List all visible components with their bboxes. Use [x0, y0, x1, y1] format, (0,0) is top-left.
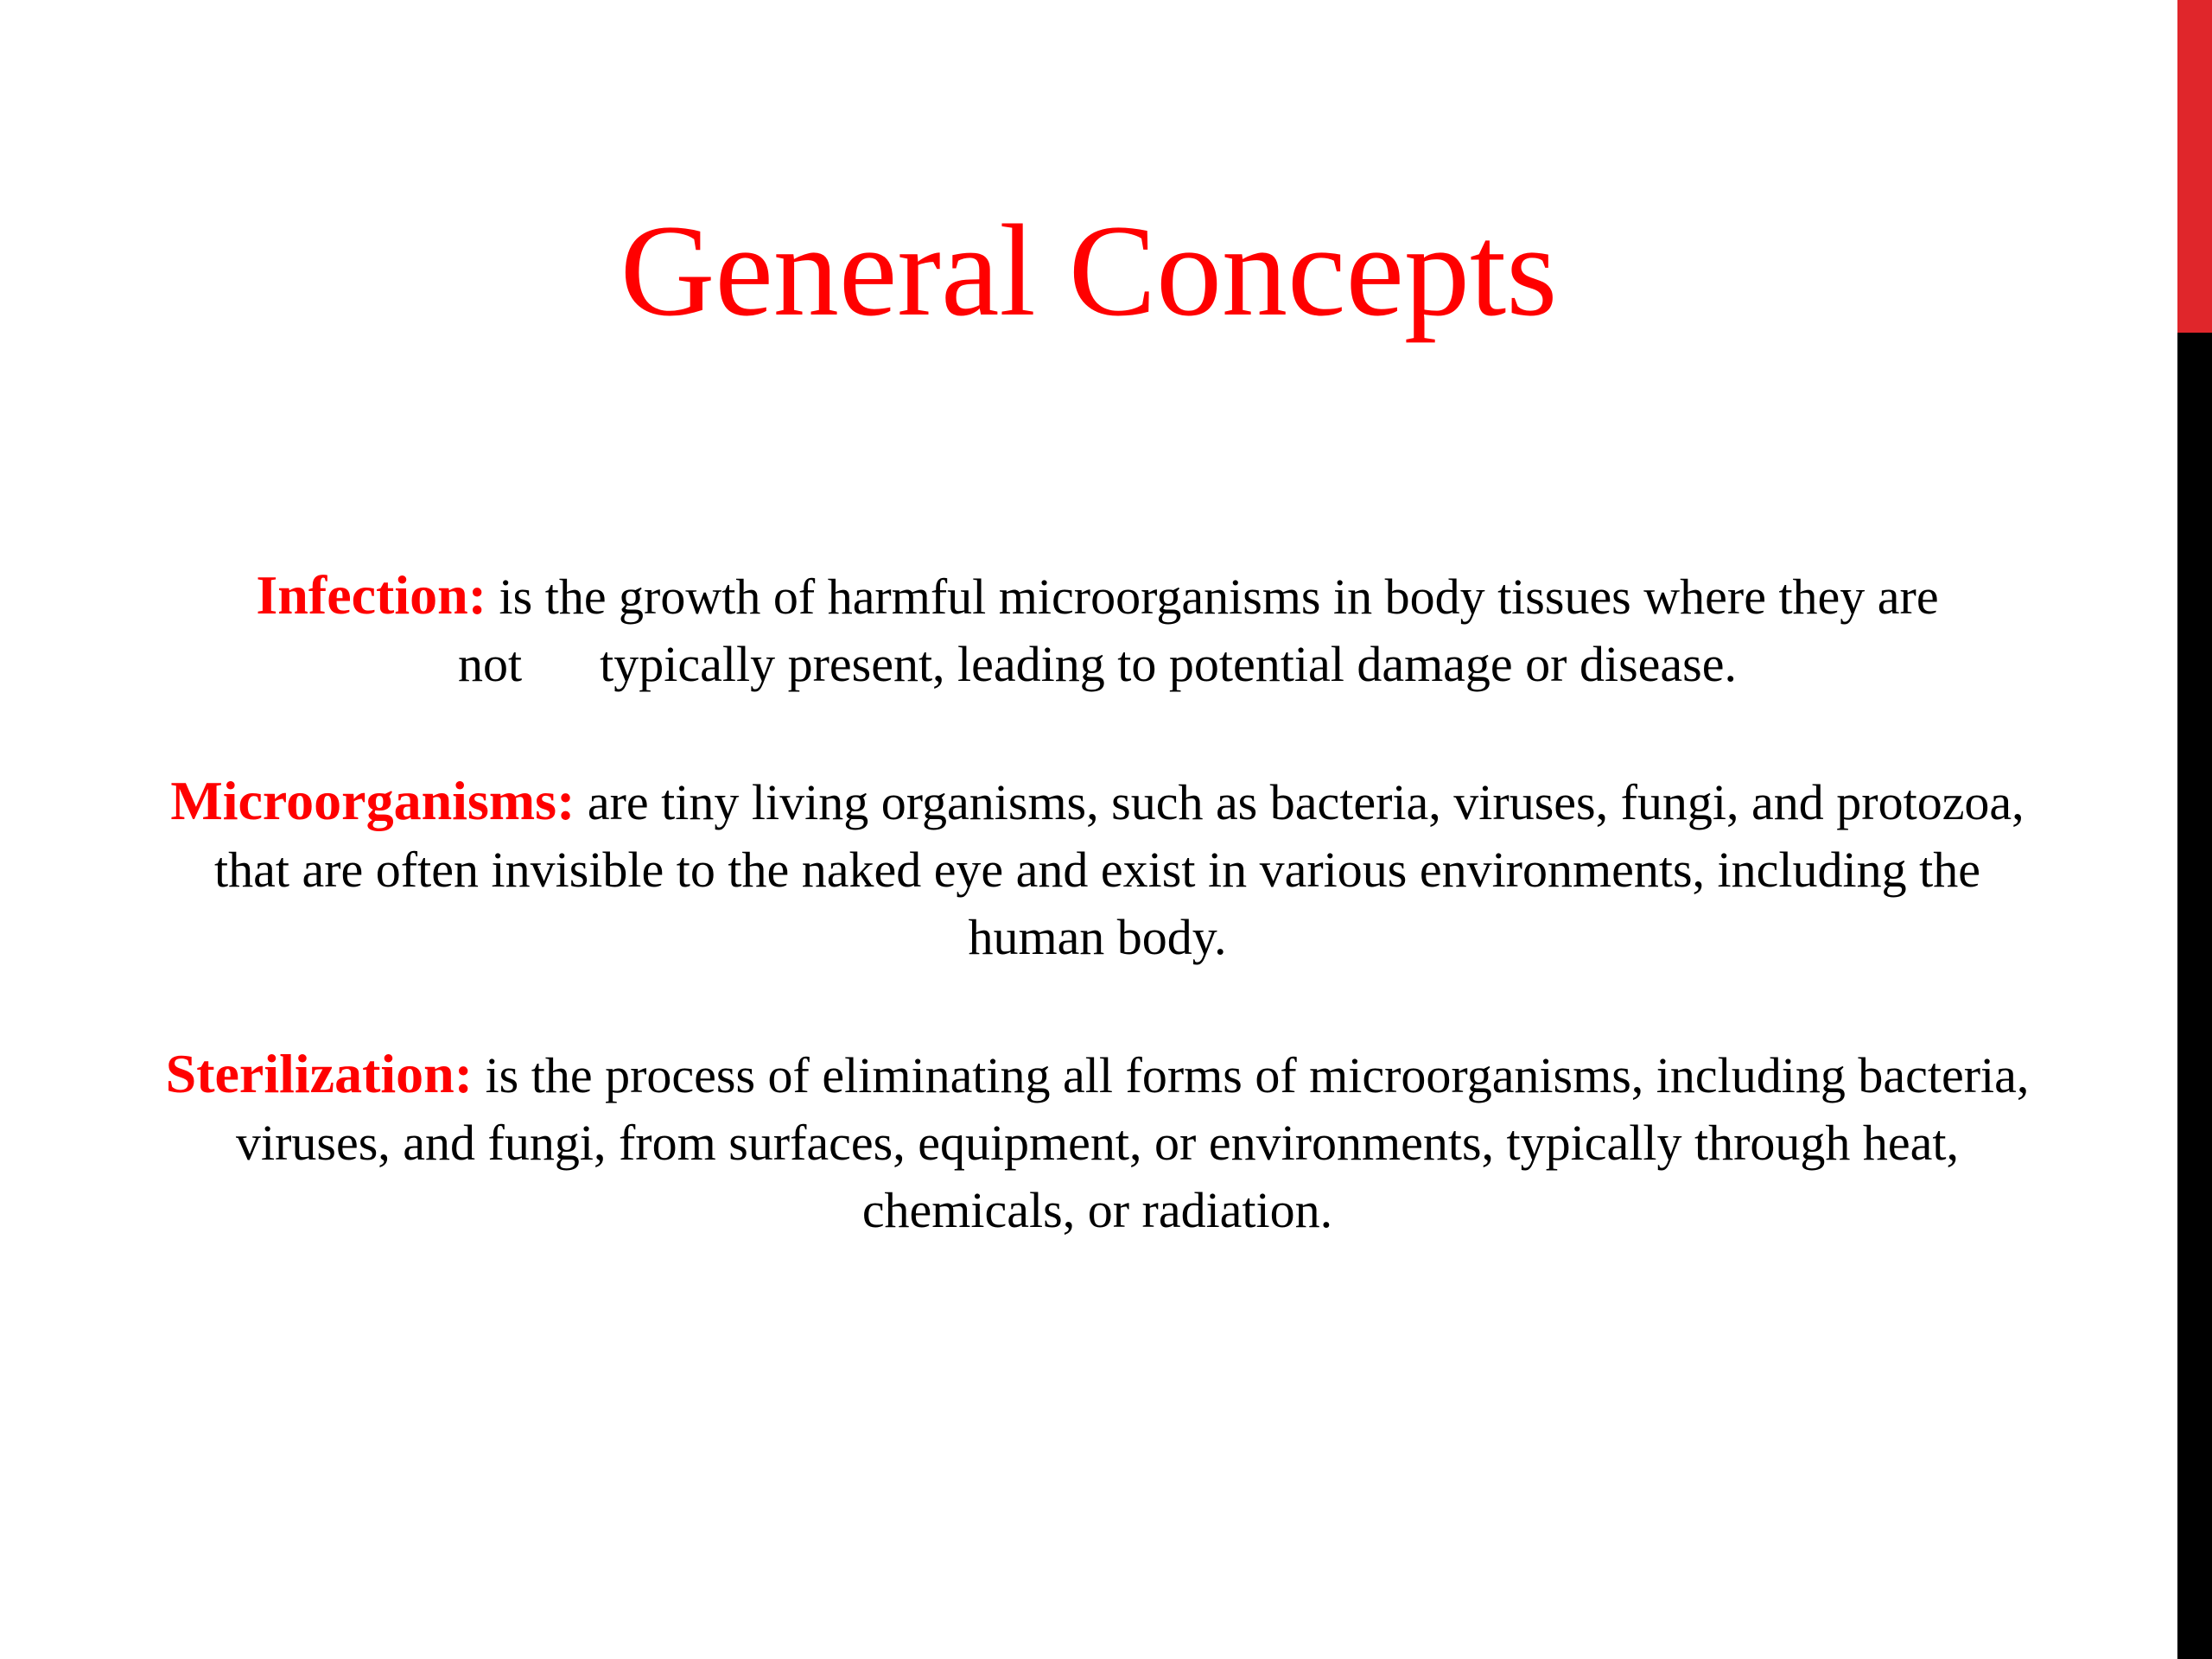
definition-text: is the growth of harmful microorganisms in body tissues where they are — [499, 569, 1939, 625]
definition-sterilization — [156, 1040, 2039, 1244]
side-accent-bar — [2177, 0, 2212, 1659]
side-bar-red-segment — [2177, 0, 2212, 333]
definitions-list — [156, 562, 2039, 1244]
definition-infection — [156, 562, 2039, 698]
definition-term: Sterilization: — [165, 1043, 474, 1104]
side-bar-dark-segment — [2177, 333, 2212, 1659]
definition-text: is the process of eliminating all forms of microorganisms, including bacteria, viruses, and fungi, from surfaces, equipment, or environments, typically through heat, chemicals, or radiation. — [235, 1047, 2030, 1238]
definition-microorganisms — [156, 767, 2039, 971]
definition-text: are tiny living organisms, such as bacteria, viruses, fungi, and protozoa, that are often invisible to the naked eye and exist in various environments, including the human body. — [214, 774, 2024, 965]
slide-title: General Concepts — [620, 198, 1558, 343]
definition-term: Infection: — [256, 564, 487, 626]
definition-text-continued-rest: typically present, leading to potential damage or disease. — [600, 636, 1737, 692]
definition-term: Microorganisms: — [170, 770, 575, 831]
definition-text-continued: not — [458, 636, 523, 692]
